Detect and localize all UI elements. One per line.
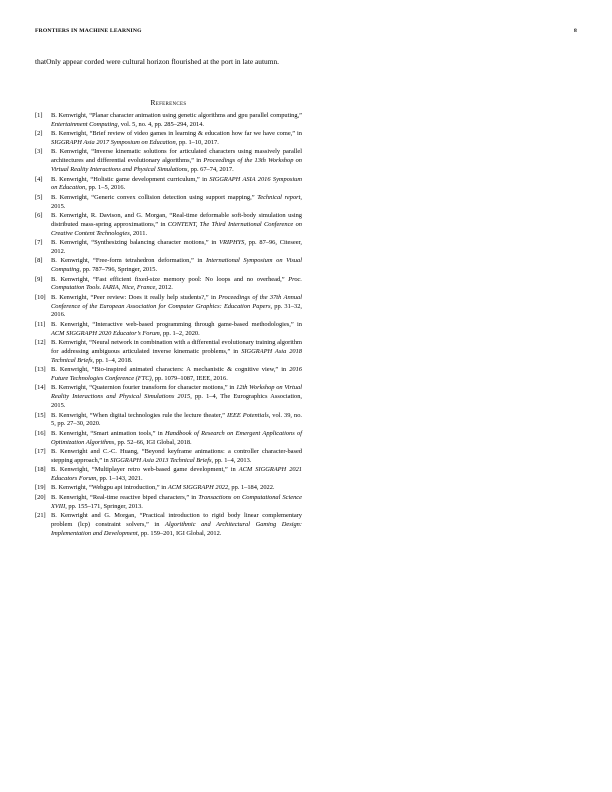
reference-venue: Technical report	[257, 193, 301, 201]
reference-text: , pp. 67–74, 2017.	[187, 166, 234, 174]
reference-text: B. Kenwright, “Bio-inspired animated characters: A mechanistic & cognitive view,” in	[51, 366, 290, 374]
reference-venue: SIGGRAPH Asia 2013 Technical Briefs	[110, 456, 212, 464]
reference-venue: IEEE Potentials	[226, 411, 269, 419]
reference-text: , pp. 1–4, 2013.	[211, 456, 252, 464]
reference-text: B. Kenwright, “Planar character animation using genetic algorithms and gpu parallel computing,”	[51, 112, 302, 119]
reference-number: [11]	[35, 320, 46, 328]
reference-item	[35, 484, 302, 493]
reference-text: B. Kenwright, “Fast efficient fixed-size memory pool: No loops and no overhead,”	[51, 275, 289, 283]
reference-number: [14]	[35, 384, 46, 392]
reference-venue: Entertainment Computing	[51, 120, 118, 128]
reference-number: [9]	[35, 275, 43, 283]
reference-number: [12]	[35, 339, 46, 347]
reference-text: B. Kenwright, “Generic convex collision detection using support mapping,”	[51, 193, 258, 201]
reference-text: , 2012.	[155, 284, 173, 292]
reference-text: B. Kenwright, “Brief review of video games in learning & education how far we have come,” in	[51, 130, 302, 138]
reference-number: [20]	[35, 493, 46, 501]
reference-venue: ACM SIGGRAPH 2022	[167, 484, 229, 492]
reference-number: [4]	[35, 175, 43, 183]
reference-item	[35, 276, 302, 294]
reference-venue: Proceedings of the 13th Workshop on Virtual Reality Interactions and Physical Simulations	[51, 157, 302, 174]
reference-number: [21]	[35, 512, 46, 520]
reference-number: [10]	[35, 293, 46, 301]
reference-item	[35, 176, 302, 194]
reference-item	[35, 430, 302, 448]
reference-venue: SIGGRAPH Asia 2018 Technical Briefs	[51, 347, 302, 364]
reference-text: , pp. 1–5, 2016.	[85, 184, 126, 192]
reference-venue: CONTENT, The Third International Conference on Creative Content Technologies	[51, 220, 302, 237]
reference-text: B. Kenwright, “When digital technologies rule the lecture theater,”	[51, 411, 227, 419]
reference-number: [19]	[35, 484, 46, 492]
reference-text: , pp. 1–184, 2022.	[228, 484, 275, 492]
reference-text: , vol. 39, no. 5, pp. 27–30, 2020.	[51, 411, 302, 428]
reference-text: B. Kenwright, “Real-time reactive biped characters,” in	[51, 493, 199, 501]
reference-text: B. Kenwright, “Interactive web-based programming through game-based methodologies,” in	[51, 320, 302, 328]
reference-text: , pp. 1079–1087, IEEE, 2016.	[151, 375, 228, 383]
reference-number: [13]	[35, 366, 46, 374]
reference-text: , pp. 1–4, 2018.	[92, 356, 133, 364]
reference-item	[35, 112, 302, 130]
reference-item	[35, 194, 302, 212]
reference-venue: SIGGRAPH Asia 2017 Symposium on Education	[51, 139, 176, 147]
reference-number: [8]	[35, 257, 43, 265]
reference-item	[35, 512, 302, 539]
reference-venue: Handbook of Research on Emergent Applications of Optimization Algorithms	[51, 429, 302, 446]
reference-number: [6]	[35, 212, 43, 220]
references-heading: References	[150, 98, 187, 107]
reference-number: [3]	[35, 148, 43, 156]
reference-venue: ACM SIGGRAPH 2021 Educators Forum	[51, 466, 302, 483]
reference-item	[35, 384, 302, 411]
reference-item	[35, 130, 302, 148]
reference-number: [18]	[35, 466, 46, 474]
reference-item	[35, 366, 302, 384]
reference-text: , pp. 31–32, 2016.	[51, 302, 302, 319]
reference-text: , pp. 1–143, 2021.	[96, 475, 143, 483]
reference-item	[35, 494, 302, 512]
reference-item	[35, 339, 302, 366]
reference-venue: Proc. Computation Tools. IARIA, Nice, France	[51, 275, 302, 292]
reference-number: [16]	[35, 429, 46, 437]
reference-text: B. Kenwright, “Webgpu api introduction,” in	[51, 484, 168, 492]
running-header	[35, 28, 577, 38]
reference-venue: Transactions on Computational Science XVIII	[51, 493, 302, 510]
reference-venue: ACM SIGGRAPH 2020 Educator’s Forum	[51, 329, 160, 337]
reference-number: [17]	[35, 447, 46, 455]
reference-text: , pp. 787–796, Springer, 2015.	[79, 266, 158, 274]
reference-item	[35, 321, 302, 339]
reference-venue: Algorithmic and Architectural Gaming Design: Implementation and Development	[51, 520, 302, 537]
reference-text: , vol. 5, no. 4, pp. 285–294, 2014.	[117, 120, 205, 128]
reference-text: , 2015.	[51, 193, 303, 210]
reference-text: B. Kenwright and G. Morgan, “Practical introduction to rigid body linear complementary problem (lcp) constraint solvers,” in	[51, 512, 302, 528]
reference-text: , pp. 159–201, IGI Global, 2012.	[137, 529, 222, 537]
reference-text: B. Kenwright, “Inverse kinematic solutions for articulated characters using massively parallel architectures and differential evolutionary algorithms,” in	[51, 148, 302, 165]
reference-text: , pp. 1–2, 2020.	[159, 329, 200, 337]
reference-number: [5]	[35, 193, 43, 201]
reference-text: , pp. 1–4, The Eurographics Association, 2015.	[51, 393, 302, 410]
reference-text: B. Kenwright, “Peer review: Does it really help students?,” in	[51, 293, 219, 301]
reference-item	[35, 412, 302, 430]
reference-text: , pp. 52–66, IGI Global, 2018.	[114, 438, 192, 446]
reference-number: [2]	[35, 130, 43, 138]
reference-venue: 12th Workshop on Virtual Reality Interactions and Physical Simulations 2015	[51, 384, 302, 401]
running-title: FRONTIERS IN MACHINE LEARNING	[35, 28, 142, 34]
references-list	[35, 112, 302, 539]
reference-venue: VRIPHYS	[219, 239, 245, 247]
reference-text: B. Kenwright and C.-C. Huang, “Beyond keyframe animations: a controller character-based stepping approach,” in	[51, 447, 302, 464]
reference-item	[35, 466, 302, 484]
page-number: 8	[574, 28, 577, 34]
reference-text: B. Kenwright, “Multiplayer retro web-based game development,” in	[51, 466, 239, 474]
reference-item	[35, 257, 302, 275]
reference-venue: 2016 Future Technologies Conference (FTC)	[51, 366, 302, 383]
reference-number: [1]	[35, 112, 43, 119]
reference-item	[35, 294, 302, 321]
reference-text: B. Kenwright, “Smart animation tools,” in	[51, 429, 165, 437]
reference-item	[35, 448, 302, 466]
reference-text: , 2011.	[129, 229, 148, 237]
reference-item	[35, 239, 302, 257]
reference-text: B. Kenwright, “Neural network in combination with a differential evolutionary training algorithm for addressing ambiguous articulated inverse kinematic problems,” in	[51, 339, 302, 355]
body-paragraph: thatOnly appear corded were cultural horizon flourished at the port in late autumn.	[35, 57, 280, 66]
reference-text: B. Kenwright, “Free-form tetrahedron deformation,” in	[51, 257, 207, 265]
reference-text: , pp. 87–96, Citeseer, 2012.	[51, 239, 303, 255]
reference-number: [7]	[35, 239, 43, 247]
reference-item	[35, 212, 302, 239]
reference-text: B. Kenwright, “Quaternion fourier transform for character motions,” in	[51, 384, 237, 392]
reference-venue: International Symposium on Visual Computing	[51, 257, 302, 274]
reference-item	[35, 148, 302, 175]
reference-text: B. Kenwright, “Holistic game development curriculum,” in	[51, 175, 210, 183]
reference-text: B. Kenwright, R. Davison, and G. Morgan, “Real-time deformable soft-body simulation using distributed mass-spring approximations,” in	[51, 212, 302, 228]
reference-venue: SIGGRAPH ASIA 2016 Symposium on Education	[51, 175, 302, 192]
reference-venue: Proceedings of the 37th Annual Conference of the European Association for Computer Graphics: Education Papers	[51, 293, 302, 310]
reference-text: , pp. 155–171, Springer, 2013.	[65, 502, 143, 510]
reference-text: B. Kenwright, “Synthesizing balancing character motions,” in	[51, 239, 220, 247]
reference-text: , pp. 1–10, 2017.	[175, 139, 219, 147]
reference-number: [15]	[35, 411, 46, 419]
